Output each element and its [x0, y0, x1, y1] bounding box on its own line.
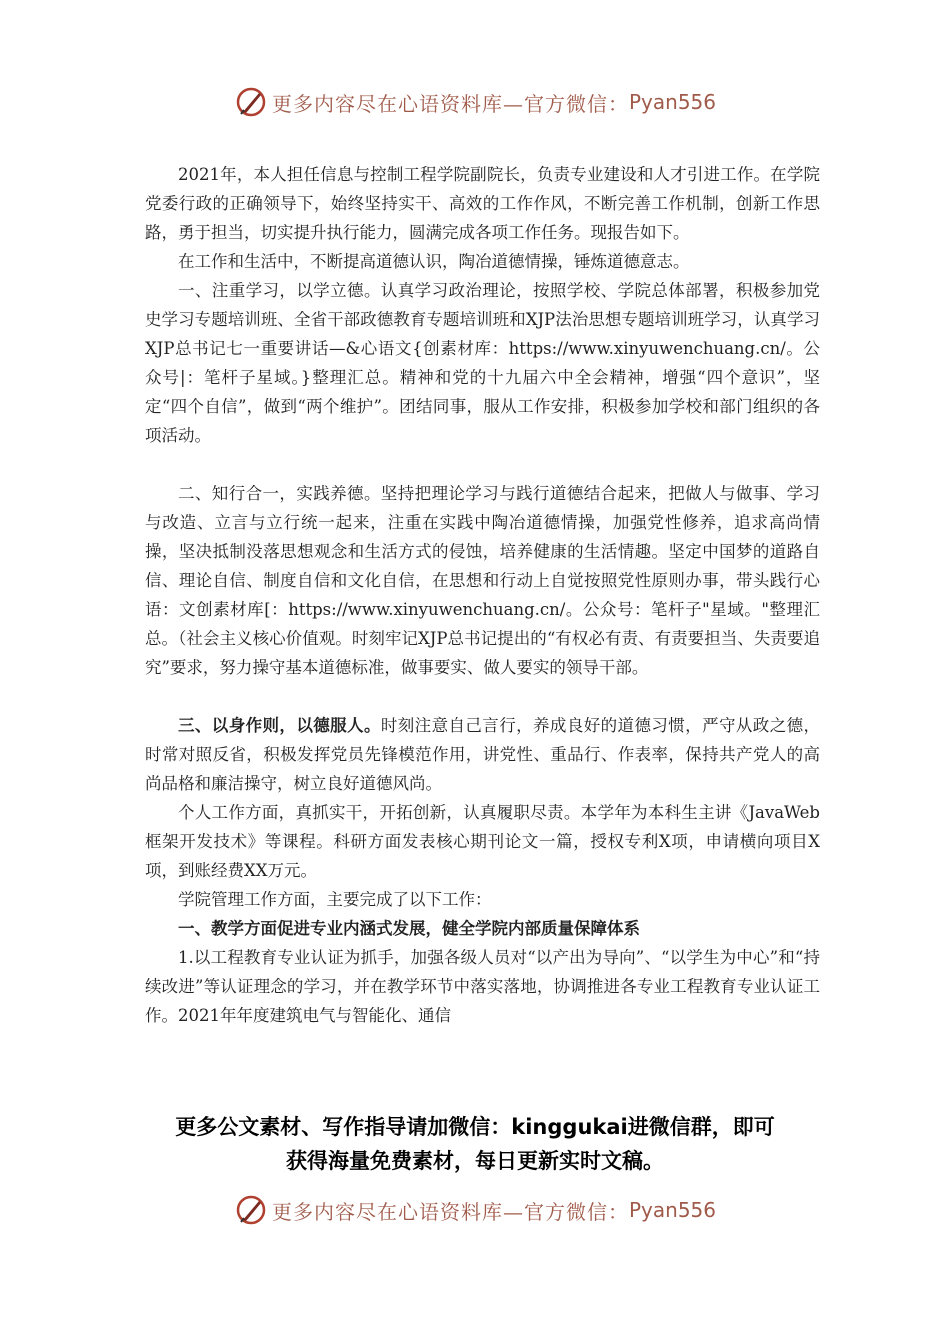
moral-paragraph: 在工作和生活中，不断提高道德认识，陶冶道德情操，锤炼道德意志。: [178, 252, 690, 271]
section-2-paragraph: 二、知行合一，实践养德。坚持把理论学习与践行道德结合起来，把做人与做事、学习与改造、立言与立行统一起来，注重在实践中陶冶道德情操，加强党性修养，追求高尚情操，坚决抵制没落思想观念和生活方式的侵蚀，培养健康的生活情趣。坚定中国梦的道路自信、理论自信、制度自信和文化自信，在思想和行动上自觉按照党性原则办事，带头践行心语：文创素材库[：https://www.xinyuwenchuang.cn/。公众号：笔杆子"星域。"整理汇总。（社会主义核心价值观。时刻牢记XJP总书记提出的“有权必有责、有责要担当、失责要追究”要求，努力操守基本道德标准，做事要实、做人要实的领导干部。: [145, 484, 820, 677]
document-body: [145, 160, 820, 1030]
quill-logo-icon: [234, 85, 268, 119]
watermark-text: 更多内容尽在心语资料库—官方微信：: [271, 91, 629, 116]
promo-block: [0, 1110, 950, 1178]
section-3-body: 时刻注意自己言行，养成良好的道德习惯，严守从政之德，时常对照反省，积极发挥党员先锋模范作用，讲党性、重品行、作表率，保持共产党人的高尚品格和廉洁操守，树立良好道德风尚。: [145, 716, 821, 793]
promo-line-1: 更多公文素材、写作指导请加微信：kinggukai进微信群，即可: [175, 1115, 775, 1139]
quill-logo-icon: [234, 1193, 268, 1227]
section-3-paragraph: [145, 711, 820, 798]
section-1-paragraph: 一、注重学习，以学立德。认真学习政治理论，按照学校、学院总体部署，积极参加党史学习专题培训班、全省干部政德教育专题培训班和XJP法治思想专题培训班学习，认真学习XJP总书记七一重要讲话—&心语文{创素材库：https://www.xinyuwenchuang.cn/。公众号|：笔杆子星域。}整理汇总。精神和党的十九届六中全会精神，增强“四个意识”，坚定“四个自信”，做到“两个维护”。团结同事，服从工作安排，积极参加学校和部门组织的各项活动。: [145, 281, 820, 445]
college-management-paragraph: 学院管理工作方面，主要完成了以下工作：: [178, 890, 492, 909]
watermark-text: 更多内容尽在心语资料库—官方微信：: [271, 1199, 629, 1224]
personal-work-paragraph: 个人工作方面，真抓实干，开拓创新，认真履职尽责。本学年为本科生主讲《JavaWeb框架开发技术》等课程。科研方面发表核心期刊论文一篇，授权专利X项，申请横向项目X项，到账经费XX万元。: [145, 803, 820, 880]
watermark-banner-top: [0, 82, 950, 122]
watermark-code: Pyan556: [628, 90, 716, 114]
item-1-paragraph: 1.以工程教育专业认证为抓手，加强各级人员对“以产出为导向”、“以学生为中心”和“持续改进”等认证理念的学习，并在教学环节中落实落地，协调推进各专业工程教育专业认证工作。2021年年度建筑电气与智能化、通信: [145, 948, 820, 1025]
intro-paragraph: 2021年，本人担任信息与控制工程学院副院长，负责专业建设和人才引进工作。在学院党委行政的正确领导下，始终坚持实干、高效的工作作风，不断完善工作机制，创新工作思路，勇于担当，切实提升执行能力，圆满完成各项工作任务。现报告如下。: [145, 165, 820, 242]
watermark-banner-bottom: [0, 1190, 950, 1230]
section-3-lead: 三、以身作则，以德服人。: [178, 716, 381, 735]
watermark-code: Pyan556: [628, 1198, 716, 1222]
teaching-heading: 一、教学方面促进专业内涵式发展，健全学院内部质量保障体系: [178, 919, 640, 938]
promo-line-2: 获得海量免费素材，每日更新实时文稿。: [286, 1149, 664, 1173]
